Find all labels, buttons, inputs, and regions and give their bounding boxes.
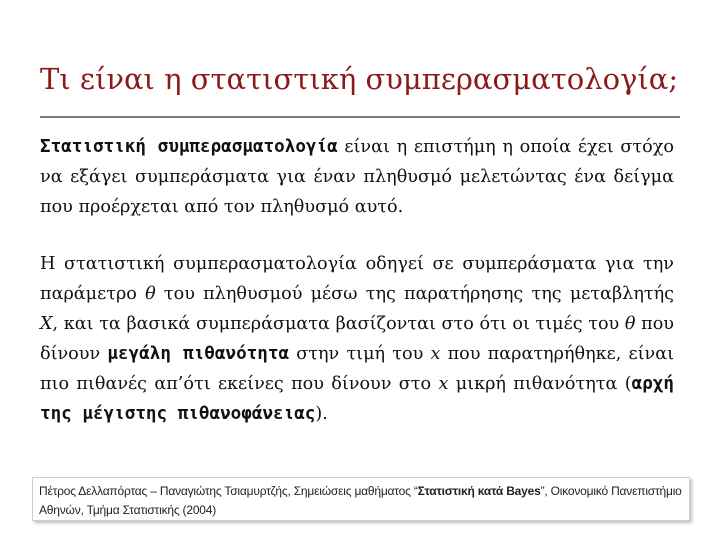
explanation-paragraph [40, 249, 674, 429]
citation-institution: ”, Οικονομικό Πανεπιστήμιο Αθηνών, Τμήμα Στατιστικής (2004) [39, 484, 682, 517]
x-symbol: x [430, 344, 441, 364]
text-segment: στην τιμή του [289, 344, 431, 364]
x-symbol: x [438, 374, 449, 394]
text-segment: που παρατηρήθηκε, είναι πιο πιθανές απ’ότι εκείνες που δίνουν στο [40, 344, 675, 394]
text-segment: Η στατιστική συμπερασματολογία οδηγεί σε συμπεράσματα για την παράμετρο [40, 254, 674, 304]
definition-paragraph [40, 132, 674, 222]
text-segment: του πληθυσμού μέσω της παρατήρησης της μεταβλητής [155, 284, 674, 304]
citation-course-title: Στατιστική κατά Bayes [417, 484, 541, 498]
bold-phrase: αρχή της μέγιστης πιθανοφάνειας [40, 374, 674, 424]
theta-symbol: θ [624, 314, 636, 334]
citation-authors: Πέτρος Δελλαπόρτας – Παναγιώτης Τσιαμυρτζής, Σημειώσεις μαθήματος “ [39, 484, 418, 498]
title-divider [40, 116, 680, 118]
text-segment: μικρή πιθανότητα ( [448, 374, 632, 394]
text-segment: ). [315, 404, 328, 424]
X-symbol: X [40, 314, 53, 334]
term-bold: Στατιστική συμπερασματολογία [40, 137, 338, 157]
text-segment: που δίνουν [40, 314, 674, 364]
slide-title: Τι είναι η στατιστική συμπερασματολογία; [40, 62, 679, 96]
bold-phrase: μεγάλη πιθανότητα [107, 344, 290, 364]
text-segment: , και τα βασικά συμπεράσματα βασίζονται στο ότι οι τιμές του [52, 314, 625, 334]
theta-symbol: θ [145, 284, 156, 304]
citation-box [32, 477, 690, 521]
definition-text: είναι η επιστήμη η οποία έχει στόχο να εξάγει συμπεράσματα για έναν πληθυσμό μελετώντας ένα δείγμα που προέρχεται από τον πληθυσμό αυτό. [40, 137, 674, 217]
